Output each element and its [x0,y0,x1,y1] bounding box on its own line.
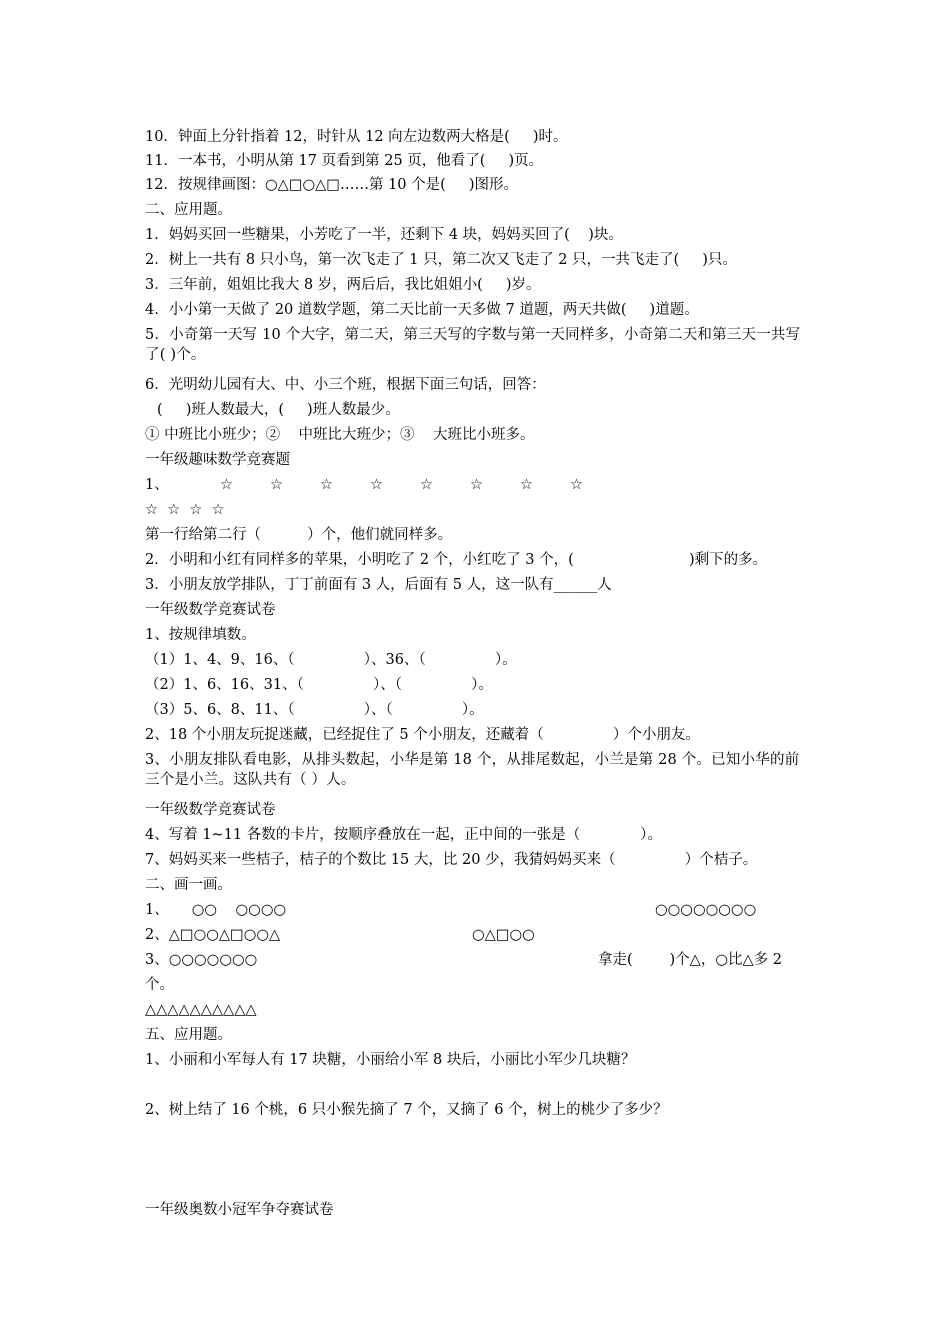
draw-question-1-circles: ○○○○○○○○ [655,902,757,918]
contest-question-1: 1、按规律填数。 [145,627,256,643]
star-icon: ☆ [320,477,333,493]
applied-question-3: 3．三年前，姐姐比我大 8 岁，两后后，我比姐姐小( )岁。 [145,277,541,293]
question-11: 11．一本书，小明从第 17 页看到第 25 页，他看了( )页。 [145,153,544,169]
applied-question-4: 4．小小第一天做了 20 道数学题，第二天比前一天多做 7 道题，两天共做( )道题。 [145,302,699,318]
star-icon: ☆ [520,477,533,493]
triangle-row: △△△△△△△△△△ [145,1002,257,1018]
star-icon: ☆ [470,477,483,493]
draw-question-3-prompt: 拿走( )个△，○比△多 2 [598,952,782,968]
contest-question-4: 4、写着 1~11 各数的卡片，按顺序叠放在一起，正中间的一张是（ ）。 [145,827,662,843]
star-row-label: 1、 [145,477,169,493]
draw-question-1: 1、 ○○ ○○○○ [145,902,287,918]
draw-question-3-continued: 个。 [145,977,174,993]
fun-question-2: 2．小明和小红有同样多的苹果，小明吃了 2 个，小红吃了 3 个，( )剩下的多。 [145,552,768,568]
star-icon: ☆ [570,477,583,493]
applied-question-2: 2．树上一共有 8 只小鸟，第一次飞走了 1 只，第二次又飞走了 2 只，一共飞走了( )只。 [145,252,737,268]
contest-question-3: 3、小朋友排队看电影，从排头数起，小华是第 18 个，从排尾数起，小兰是第 28 个。已知小华的前三个是小兰。这队共有（ ）人。 [145,752,800,788]
star-icon: ☆ [220,477,233,493]
fun-question-3: 3．小朋友放学排队，丁丁前面有 3 人，后面有 5 人，这一队有______人 [145,577,612,593]
contest-question-7: 7、妈妈买来一些桔子，桔子的个数比 15 大，比 20 少，我猜妈妈买来（ ）个桔子。 [145,852,758,868]
applied-question-5: 5．小奇第一天写 10 个大字，第二天，第三天写的字数与第一天同样多，小奇第二天和第三天一共写了( )个。 [145,327,801,363]
section-title-contest-paper: 一年级数学竞赛试卷 [145,602,276,618]
sequence-1: （1）1、4、9、16、（ ）、36、（ ）。 [145,652,517,668]
applied-question-1: 1．妈妈买回一些糖果，小芳吃了一半，还剩下 4 块，妈妈买回了( )块。 [145,227,623,243]
draw-question-2-shapes: ○△□○○ [472,927,535,943]
star-icon: ☆ [370,477,383,493]
star-icon: ☆ [270,477,283,493]
draw-question-3: 3、○○○○○○○ [145,952,258,968]
section-heading-draw: 二、画一画。 [145,877,232,893]
star-icon: ☆ [420,477,433,493]
section-heading-applied: 二、应用题。 [145,202,232,218]
applied-question-6: 6．光明幼儿园有大、中、小三个班，根据下面三句话，回答： [145,377,546,393]
question-10: 10．钟面上分针指着 12，时针从 12 向左边数两大格是( )时。 [145,129,568,145]
section-heading-applied-5: 五、应用题。 [145,1027,232,1043]
word-problem-1: 1、小丽和小军每人有 17 块糖，小丽给小军 8 块后，小丽比小军少几块糖？ [145,1052,636,1068]
star-row-1 [145,475,745,495]
applied-question-6-clues: ① 中班比小班少；② 中班比大班少；③ 大班比小班多。 [145,427,535,443]
word-problem-2: 2、树上结了 16 个桃，6 只小猴先摘了 7 个，又摘了 6 个，树上的桃少了多少？ [145,1102,668,1118]
section-title-contest-paper-2: 一年级数学竞赛试卷 [145,802,276,818]
contest-question-2: 2、18 个小朋友玩捉迷藏，已经捉住了 5 个小朋友，还藏着（ ）个小朋友。 [145,727,700,743]
applied-question-6-blanks: ( )班人数最大，( )班人数最少。 [157,402,400,418]
draw-question-2: 2、△□○○△□○○△ [145,927,281,943]
question-12: 12．按规律画图：○△□○△□……第 10 个是( )图形。 [145,177,518,193]
star-row-2: ☆ ☆ ☆ ☆ [145,502,225,518]
section-title-olympiad: 一年级奥数小冠军争夺赛试卷 [145,1202,334,1218]
fun-question-1: 第一行给第二行（ ）个，他们就同样多。 [145,527,453,543]
section-title-fun-contest: 一年级趣味数学竞赛题 [145,452,290,468]
sequence-3: （3）5、6、8、11、（ ）、（ ）。 [145,702,484,718]
sequence-2: （2）1、6、16、31、（ ）、（ ）。 [145,677,493,693]
